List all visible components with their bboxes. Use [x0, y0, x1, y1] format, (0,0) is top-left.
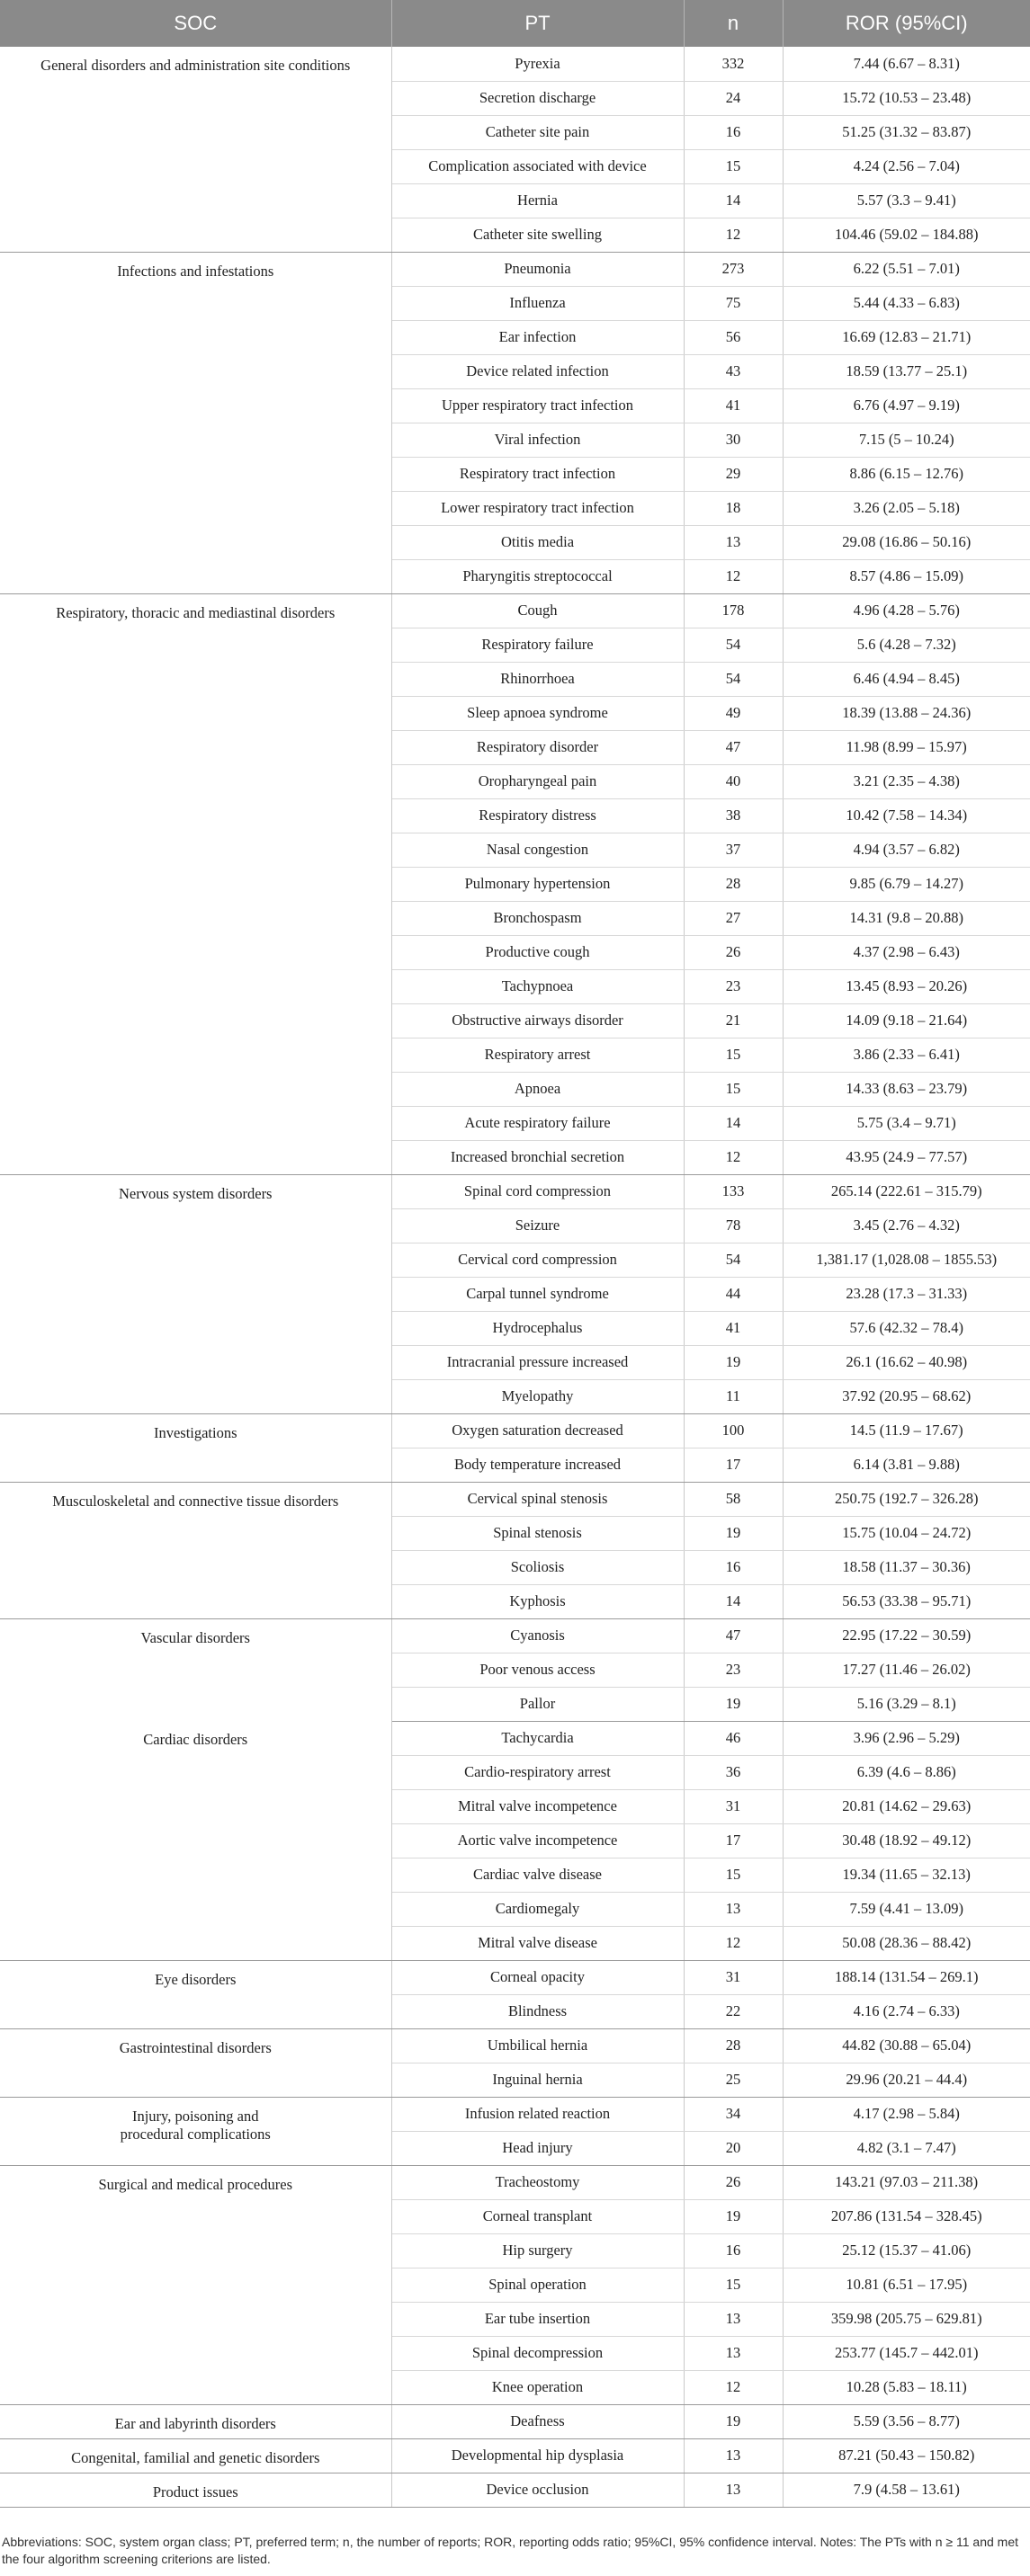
pt-cell: Increased bronchial secretion: [391, 1140, 684, 1174]
n-cell: 12: [684, 218, 783, 252]
soc-cell: Investigations: [0, 1413, 391, 1482]
n-cell: 16: [684, 2233, 783, 2268]
ror-cell: 29.08 (16.86 – 50.16): [783, 525, 1030, 559]
n-cell: 19: [684, 1516, 783, 1550]
pt-cell: Acute respiratory failure: [391, 1106, 684, 1140]
table-row: [0, 2097, 1030, 2131]
pt-cell: Oxygen saturation decreased: [391, 1413, 684, 1448]
ror-cell: 4.96 (4.28 – 5.76): [783, 593, 1030, 628]
table-row: [0, 1174, 1030, 1208]
n-cell: 37: [684, 833, 783, 867]
pt-cell: Viral infection: [391, 423, 684, 457]
pt-cell: Spinal cord compression: [391, 1174, 684, 1208]
pt-cell: Respiratory arrest: [391, 1038, 684, 1072]
ror-cell: 265.14 (222.61 – 315.79): [783, 1174, 1030, 1208]
pt-cell: Spinal operation: [391, 2268, 684, 2302]
n-cell: 14: [684, 1106, 783, 1140]
ror-cell: 14.31 (9.8 – 20.88): [783, 901, 1030, 935]
table-row: [0, 593, 1030, 628]
ror-cell: 7.59 (4.41 – 13.09): [783, 1892, 1030, 1926]
soc-cell: Congenital, familial and genetic disorders: [0, 2438, 391, 2473]
n-cell: 15: [684, 1072, 783, 1106]
pt-cell: Obstructive airways disorder: [391, 1003, 684, 1038]
pt-cell: Spinal decompression: [391, 2336, 684, 2370]
ror-cell: 29.96 (20.21 – 44.4): [783, 2063, 1030, 2097]
pt-cell: Cervical spinal stenosis: [391, 1482, 684, 1516]
n-cell: 100: [684, 1413, 783, 1448]
n-cell: 17: [684, 1823, 783, 1858]
pt-cell: Pneumonia: [391, 252, 684, 286]
pt-cell: Tracheostomy: [391, 2165, 684, 2199]
ror-cell: 10.28 (5.83 – 18.11): [783, 2370, 1030, 2404]
table-row: [0, 2165, 1030, 2199]
pt-cell: Intracranial pressure increased: [391, 1345, 684, 1379]
pt-cell: Pharyngitis streptococcal: [391, 559, 684, 593]
pt-cell: Apnoea: [391, 1072, 684, 1106]
pt-cell: Mitral valve disease: [391, 1926, 684, 1960]
n-cell: 20: [684, 2131, 783, 2165]
ror-cell: 51.25 (31.32 – 83.87): [783, 115, 1030, 149]
ror-cell: 3.96 (2.96 – 5.29): [783, 1721, 1030, 1755]
n-cell: 14: [684, 183, 783, 218]
soc-cell: Injury, poisoning and procedural complications: [0, 2097, 391, 2165]
ror-cell: 25.12 (15.37 – 41.06): [783, 2233, 1030, 2268]
header-soc: SOC: [0, 0, 391, 47]
header-ror: ROR (95%CI): [783, 0, 1030, 47]
n-cell: 54: [684, 628, 783, 662]
n-cell: 17: [684, 1448, 783, 1482]
pt-cell: Cyanosis: [391, 1618, 684, 1653]
pt-cell: Device occlusion: [391, 2473, 684, 2507]
ror-cell: 5.16 (3.29 – 8.1): [783, 1687, 1030, 1721]
n-cell: 15: [684, 1858, 783, 1892]
soc-cell: Surgical and medical procedures: [0, 2165, 391, 2404]
soc-cell: Infections and infestations: [0, 252, 391, 593]
ror-cell: 37.92 (20.95 – 68.62): [783, 1379, 1030, 1413]
ror-cell: 11.98 (8.99 – 15.97): [783, 730, 1030, 764]
pt-cell: Head injury: [391, 2131, 684, 2165]
pt-cell: Developmental hip dysplasia: [391, 2438, 684, 2473]
ror-cell: 7.44 (6.67 – 8.31): [783, 47, 1030, 81]
ror-cell: 4.94 (3.57 – 6.82): [783, 833, 1030, 867]
ror-cell: 10.42 (7.58 – 14.34): [783, 798, 1030, 833]
pt-cell: Respiratory tract infection: [391, 457, 684, 491]
ror-cell: 359.98 (205.75 – 629.81): [783, 2302, 1030, 2336]
n-cell: 13: [684, 2438, 783, 2473]
pt-cell: Infusion related reaction: [391, 2097, 684, 2131]
pt-cell: Mitral valve incompetence: [391, 1789, 684, 1823]
table-row: [0, 1413, 1030, 1448]
n-cell: 78: [684, 1208, 783, 1243]
n-cell: 28: [684, 867, 783, 901]
table-row: [0, 1960, 1030, 1994]
ror-cell: 250.75 (192.7 – 326.28): [783, 1482, 1030, 1516]
n-cell: 15: [684, 1038, 783, 1072]
ror-cell: 44.82 (30.88 – 65.04): [783, 2028, 1030, 2063]
soc-cell: Musculoskeletal and connective tissue disorders: [0, 1482, 391, 1618]
ror-cell: 5.75 (3.4 – 9.71): [783, 1106, 1030, 1140]
ror-cell: 207.86 (131.54 – 328.45): [783, 2199, 1030, 2233]
n-cell: 36: [684, 1755, 783, 1789]
table-row: [0, 2404, 1030, 2438]
table-row: [0, 2473, 1030, 2507]
ror-cell: 253.77 (145.7 – 442.01): [783, 2336, 1030, 2370]
pt-cell: Umbilical hernia: [391, 2028, 684, 2063]
ror-cell: 5.57 (3.3 – 9.41): [783, 183, 1030, 218]
n-cell: 12: [684, 559, 783, 593]
ror-cell: 6.14 (3.81 – 9.88): [783, 1448, 1030, 1482]
ror-cell: 17.27 (11.46 – 26.02): [783, 1653, 1030, 1687]
ror-cell: 6.46 (4.94 – 8.45): [783, 662, 1030, 696]
ror-cell: 104.46 (59.02 – 184.88): [783, 218, 1030, 252]
n-cell: 29: [684, 457, 783, 491]
ror-cell: 19.34 (11.65 – 32.13): [783, 1858, 1030, 1892]
pt-cell: Body temperature increased: [391, 1448, 684, 1482]
header-n: n: [684, 0, 783, 47]
soc-cell: General disorders and administration site conditions: [0, 47, 391, 252]
n-cell: 14: [684, 1584, 783, 1618]
ror-cell: 18.39 (13.88 – 24.36): [783, 696, 1030, 730]
n-cell: 40: [684, 764, 783, 798]
pt-cell: Device related infection: [391, 354, 684, 388]
header-pt: PT: [391, 0, 684, 47]
ror-cell: 4.24 (2.56 – 7.04): [783, 149, 1030, 183]
ror-cell: 14.09 (9.18 – 21.64): [783, 1003, 1030, 1038]
pt-cell: Otitis media: [391, 525, 684, 559]
n-cell: 19: [684, 2199, 783, 2233]
n-cell: 58: [684, 1482, 783, 1516]
ror-cell: 30.48 (18.92 – 49.12): [783, 1823, 1030, 1858]
soc-cell: Ear and labyrinth disorders: [0, 2404, 391, 2438]
table-row: [0, 1482, 1030, 1516]
ror-cell: 23.28 (17.3 – 31.33): [783, 1277, 1030, 1311]
pt-cell: Oropharyngeal pain: [391, 764, 684, 798]
n-cell: 15: [684, 2268, 783, 2302]
n-cell: 12: [684, 1926, 783, 1960]
ror-cell: 14.5 (11.9 – 17.67): [783, 1413, 1030, 1448]
ror-cell: 20.81 (14.62 – 29.63): [783, 1789, 1030, 1823]
pt-cell: Myelopathy: [391, 1379, 684, 1413]
table-row: [0, 252, 1030, 286]
pt-cell: Deafness: [391, 2404, 684, 2438]
ror-cell: 26.1 (16.62 – 40.98): [783, 1345, 1030, 1379]
table-header-row: [0, 0, 1030, 47]
n-cell: 25: [684, 2063, 783, 2097]
n-cell: 23: [684, 1653, 783, 1687]
pt-cell: Respiratory disorder: [391, 730, 684, 764]
pt-cell: Tachycardia: [391, 1721, 684, 1755]
pt-cell: Knee operation: [391, 2370, 684, 2404]
pt-cell: Secretion discharge: [391, 81, 684, 115]
n-cell: 31: [684, 1789, 783, 1823]
pt-cell: Catheter site pain: [391, 115, 684, 149]
pt-cell: Ear tube insertion: [391, 2302, 684, 2336]
ror-cell: 3.86 (2.33 – 6.41): [783, 1038, 1030, 1072]
n-cell: 27: [684, 901, 783, 935]
ror-cell: 14.33 (8.63 – 23.79): [783, 1072, 1030, 1106]
pt-cell: Ear infection: [391, 320, 684, 354]
n-cell: 15: [684, 149, 783, 183]
pt-cell: Scoliosis: [391, 1550, 684, 1584]
pt-cell: Catheter site swelling: [391, 218, 684, 252]
soc-cell: Nervous system disorders: [0, 1174, 391, 1413]
n-cell: 19: [684, 1687, 783, 1721]
pt-cell: Corneal opacity: [391, 1960, 684, 1994]
ror-cell: 15.75 (10.04 – 24.72): [783, 1516, 1030, 1550]
ror-cell: 50.08 (28.36 – 88.42): [783, 1926, 1030, 1960]
n-cell: 133: [684, 1174, 783, 1208]
n-cell: 30: [684, 423, 783, 457]
n-cell: 12: [684, 1140, 783, 1174]
pt-cell: Cough: [391, 593, 684, 628]
pt-cell: Cardio-respiratory arrest: [391, 1755, 684, 1789]
ror-cell: 6.39 (4.6 – 8.86): [783, 1755, 1030, 1789]
ror-cell: 4.16 (2.74 – 6.33): [783, 1994, 1030, 2028]
pt-cell: Pyrexia: [391, 47, 684, 81]
n-cell: 75: [684, 286, 783, 320]
n-cell: 26: [684, 935, 783, 969]
soc-cell: Eye disorders: [0, 1960, 391, 2028]
n-cell: 13: [684, 1892, 783, 1926]
n-cell: 38: [684, 798, 783, 833]
soc-cell: Cardiac disorders: [0, 1721, 391, 1960]
ror-cell: 5.59 (3.56 – 8.77): [783, 2404, 1030, 2438]
n-cell: 19: [684, 1345, 783, 1379]
pt-cell: Seizure: [391, 1208, 684, 1243]
pt-cell: Cardiac valve disease: [391, 1858, 684, 1892]
soc-cell: Vascular disorders: [0, 1618, 391, 1721]
ror-cell: 18.59 (13.77 – 25.1): [783, 354, 1030, 388]
n-cell: 56: [684, 320, 783, 354]
soc-cell: Gastrointestinal disorders: [0, 2028, 391, 2097]
n-cell: 23: [684, 969, 783, 1003]
n-cell: 273: [684, 252, 783, 286]
ror-cell: 1,381.17 (1,028.08 – 1855.53): [783, 1243, 1030, 1277]
ror-cell: 7.15 (5 – 10.24): [783, 423, 1030, 457]
ror-cell: 8.57 (4.86 – 15.09): [783, 559, 1030, 593]
pt-cell: Corneal transplant: [391, 2199, 684, 2233]
pt-cell: Tachypnoea: [391, 969, 684, 1003]
n-cell: 13: [684, 2336, 783, 2370]
table-row: [0, 1618, 1030, 1653]
table-row: [0, 2028, 1030, 2063]
pt-cell: Poor venous access: [391, 1653, 684, 1687]
ror-cell: 16.69 (12.83 – 21.71): [783, 320, 1030, 354]
pt-cell: Rhinorrhoea: [391, 662, 684, 696]
n-cell: 18: [684, 491, 783, 525]
n-cell: 13: [684, 2302, 783, 2336]
n-cell: 43: [684, 354, 783, 388]
ror-cell: 188.14 (131.54 – 269.1): [783, 1960, 1030, 1994]
pt-cell: Complication associated with device: [391, 149, 684, 183]
pt-cell: Influenza: [391, 286, 684, 320]
pt-cell: Hydrocephalus: [391, 1311, 684, 1345]
pt-cell: Aortic valve incompetence: [391, 1823, 684, 1858]
ror-cell: 87.21 (50.43 – 150.82): [783, 2438, 1030, 2473]
ror-cell: 4.17 (2.98 – 5.84): [783, 2097, 1030, 2131]
n-cell: 28: [684, 2028, 783, 2063]
n-cell: 54: [684, 1243, 783, 1277]
pt-cell: Cardiomegaly: [391, 1892, 684, 1926]
n-cell: 12: [684, 2370, 783, 2404]
n-cell: 178: [684, 593, 783, 628]
ror-cell: 4.37 (2.98 – 6.43): [783, 935, 1030, 969]
ror-cell: 143.21 (97.03 – 211.38): [783, 2165, 1030, 2199]
ror-cell: 13.45 (8.93 – 20.26): [783, 969, 1030, 1003]
pt-cell: Kyphosis: [391, 1584, 684, 1618]
n-cell: 21: [684, 1003, 783, 1038]
ror-cell: 6.76 (4.97 – 9.19): [783, 388, 1030, 423]
pt-cell: Hernia: [391, 183, 684, 218]
ror-cell: 15.72 (10.53 – 23.48): [783, 81, 1030, 115]
pt-cell: Respiratory failure: [391, 628, 684, 662]
table-footnote: Abbreviations: SOC, system organ class; PT, preferred term; n, the number of reports; ROR, reporting odds ratio; 95%CI, 95% confidence interval. Notes: The PTs with n ≥ 11 and met the four algorithm screening criterions are listed.: [2, 2535, 1019, 2566]
n-cell: 46: [684, 1721, 783, 1755]
ror-cell: 6.22 (5.51 – 7.01): [783, 252, 1030, 286]
n-cell: 49: [684, 696, 783, 730]
pt-cell: Respiratory distress: [391, 798, 684, 833]
pt-cell: Sleep apnoea syndrome: [391, 696, 684, 730]
n-cell: 34: [684, 2097, 783, 2131]
n-cell: 16: [684, 115, 783, 149]
pt-cell: Bronchospasm: [391, 901, 684, 935]
n-cell: 13: [684, 2473, 783, 2507]
n-cell: 16: [684, 1550, 783, 1584]
ror-cell: 57.6 (42.32 – 78.4): [783, 1311, 1030, 1345]
soc-cell: Respiratory, thoracic and mediastinal disorders: [0, 593, 391, 1174]
n-cell: 31: [684, 1960, 783, 1994]
ror-cell: 18.58 (11.37 – 30.36): [783, 1550, 1030, 1584]
n-cell: 47: [684, 730, 783, 764]
ror-cell: 5.44 (4.33 – 6.83): [783, 286, 1030, 320]
pt-cell: Spinal stenosis: [391, 1516, 684, 1550]
ror-cell: 4.82 (3.1 – 7.47): [783, 2131, 1030, 2165]
ror-cell: 8.86 (6.15 – 12.76): [783, 457, 1030, 491]
n-cell: 54: [684, 662, 783, 696]
pt-cell: Pallor: [391, 1687, 684, 1721]
ror-cell: 3.26 (2.05 – 5.18): [783, 491, 1030, 525]
soc-cell: Product issues: [0, 2473, 391, 2507]
pt-cell: Productive cough: [391, 935, 684, 969]
n-cell: 11: [684, 1379, 783, 1413]
pt-cell: Nasal congestion: [391, 833, 684, 867]
n-cell: 13: [684, 525, 783, 559]
n-cell: 41: [684, 388, 783, 423]
n-cell: 24: [684, 81, 783, 115]
table-body: [0, 47, 1030, 2507]
pt-cell: Pulmonary hypertension: [391, 867, 684, 901]
n-cell: 26: [684, 2165, 783, 2199]
ror-cell: 7.9 (4.58 – 13.61): [783, 2473, 1030, 2507]
ror-cell: 9.85 (6.79 – 14.27): [783, 867, 1030, 901]
n-cell: 332: [684, 47, 783, 81]
ror-cell: 3.45 (2.76 – 4.32): [783, 1208, 1030, 1243]
pt-cell: Upper respiratory tract infection: [391, 388, 684, 423]
table-row: [0, 1721, 1030, 1755]
ror-cell: 3.21 (2.35 – 4.38): [783, 764, 1030, 798]
n-cell: 44: [684, 1277, 783, 1311]
n-cell: 41: [684, 1311, 783, 1345]
ror-cell: 10.81 (6.51 – 17.95): [783, 2268, 1030, 2302]
ror-cell: 22.95 (17.22 – 30.59): [783, 1618, 1030, 1653]
pt-cell: Lower respiratory tract infection: [391, 491, 684, 525]
pt-cell: Blindness: [391, 1994, 684, 2028]
table-row: [0, 47, 1030, 81]
ror-cell: 43.95 (24.9 – 77.57): [783, 1140, 1030, 1174]
n-cell: 22: [684, 1994, 783, 2028]
n-cell: 47: [684, 1618, 783, 1653]
ror-cell: 5.6 (4.28 – 7.32): [783, 628, 1030, 662]
ror-cell: 56.53 (33.38 – 95.71): [783, 1584, 1030, 1618]
pt-cell: Hip surgery: [391, 2233, 684, 2268]
n-cell: 19: [684, 2404, 783, 2438]
table-row: [0, 2438, 1030, 2473]
pt-cell: Cervical cord compression: [391, 1243, 684, 1277]
pt-cell: Inguinal hernia: [391, 2063, 684, 2097]
pt-cell: Carpal tunnel syndrome: [391, 1277, 684, 1311]
